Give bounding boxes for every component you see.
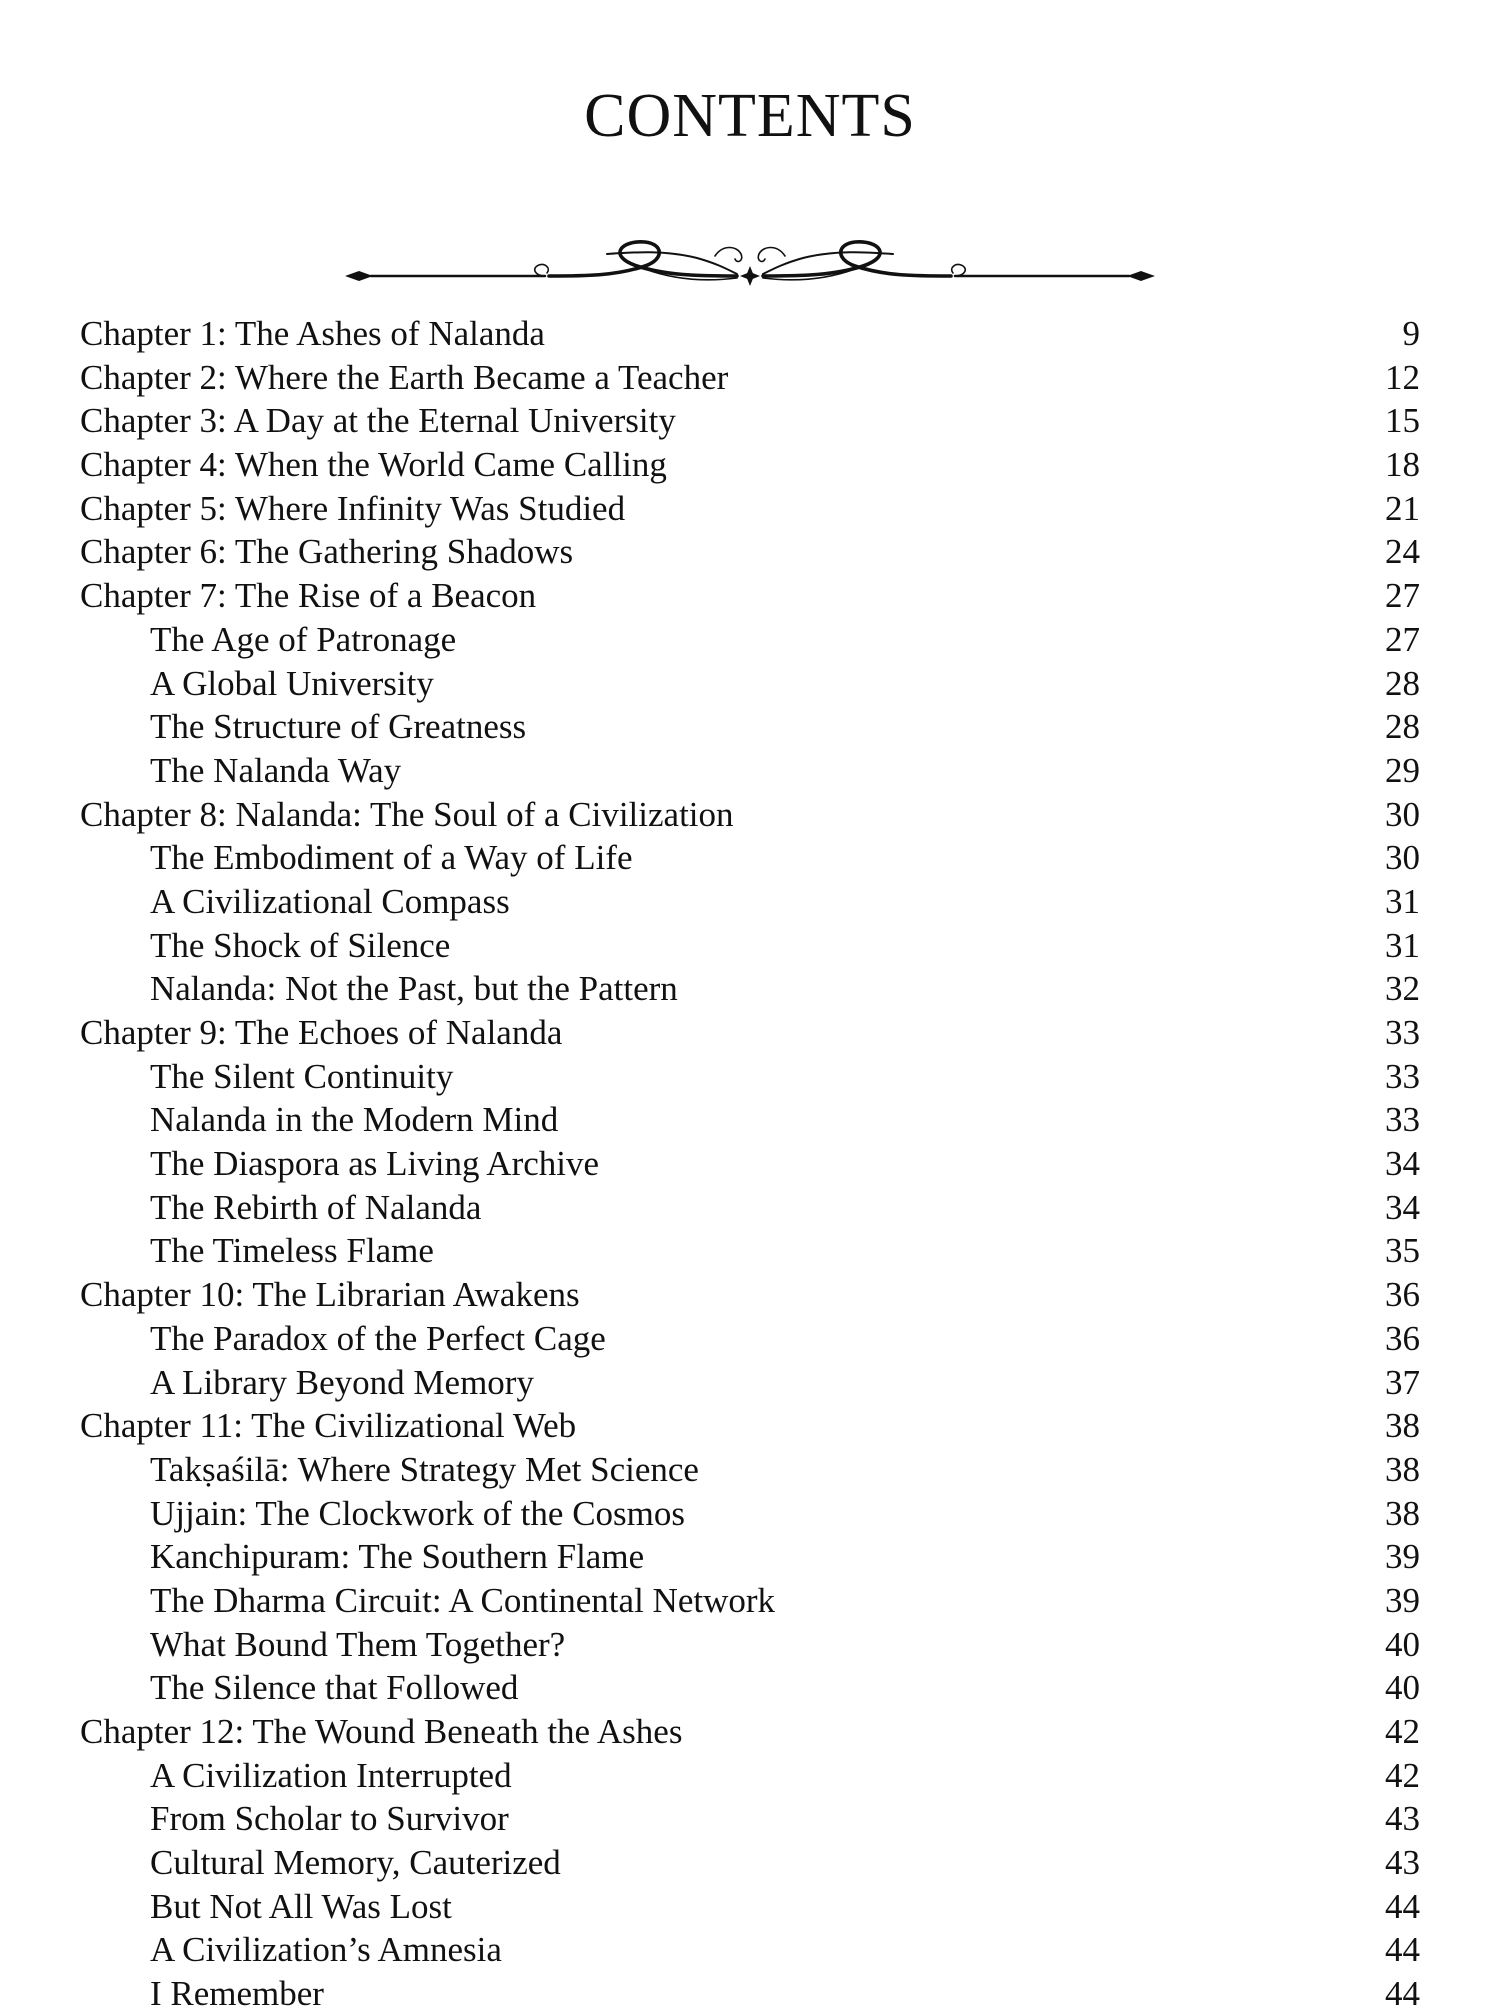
toc-section-entry[interactable] [80, 1928, 1420, 1972]
toc-entry-title: The Paradox of the Perfect Cage [150, 1318, 606, 1358]
toc-page-number: 28 [1385, 707, 1420, 747]
toc-entry-title: Chapter 5: Where Infinity Was Studied [80, 488, 626, 528]
toc-entry-title: A Civilization Interrupted [150, 1755, 512, 1795]
toc-page-number: 31 [1385, 881, 1420, 921]
toc-entry-title: The Silence that Followed [150, 1668, 519, 1708]
toc-page-number: 30 [1385, 794, 1420, 834]
toc-entry-title: The Dharma Circuit: A Continental Network [150, 1580, 776, 1620]
toc-chapter-entry[interactable] [80, 793, 1420, 837]
toc-chapter-entry[interactable] [80, 312, 1420, 356]
toc-page-number: 44 [1385, 1974, 1420, 2014]
toc-entry-title: The Timeless Flame [150, 1231, 434, 1271]
toc-page-number: 24 [1385, 532, 1420, 572]
page-title: CONTENTS [584, 82, 916, 150]
toc-section-entry[interactable] [80, 1361, 1420, 1405]
toc-chapter-entry[interactable] [80, 574, 1420, 618]
toc-section-entry[interactable] [80, 967, 1420, 1011]
toc-chapter-entry[interactable] [80, 1011, 1420, 1055]
toc-entry-title: A Global University [150, 663, 434, 703]
toc-page-number: 39 [1385, 1537, 1420, 1577]
toc-page-number: 43 [1385, 1843, 1420, 1883]
toc-page-number: 18 [1385, 445, 1420, 485]
toc-section-entry[interactable] [80, 1579, 1420, 1623]
toc-entry-title: Nalanda: Not the Past, but the Pattern [150, 969, 678, 1009]
toc-page-number: 36 [1385, 1275, 1420, 1315]
toc-entry-title: Chapter 3: A Day at the Eternal University [80, 401, 676, 441]
toc-entry-title: Nalanda in the Modern Mind [150, 1100, 559, 1140]
toc-page-number: 31 [1385, 925, 1420, 965]
toc-page-number: 35 [1385, 1231, 1420, 1271]
toc-page-number: 42 [1385, 1712, 1420, 1751]
toc-entry-title: The Age of Patronage [150, 619, 457, 659]
toc-entry-title: From Scholar to Survivor [150, 1799, 509, 1839]
toc-entry-title: Chapter 8: Nalanda: The Soul of a Civilization [80, 794, 734, 834]
toc-chapter-entry[interactable] [80, 1404, 1420, 1448]
toc-entry-title: Cultural Memory, Cauterized [150, 1843, 561, 1883]
toc-page-number: 30 [1385, 838, 1420, 878]
toc-entry-title: Chapter 10: The Librarian Awakens [80, 1275, 580, 1315]
toc-page-number: 15 [1385, 401, 1420, 441]
toc-section-entry[interactable] [80, 1186, 1420, 1230]
toc-entry-title: A Civilization’s Amnesia [150, 1930, 502, 1970]
toc-page-number: 39 [1385, 1580, 1420, 1620]
toc-section-entry[interactable] [80, 1797, 1420, 1841]
toc-entry-title: A Civilizational Compass [150, 881, 510, 921]
toc-section-entry[interactable] [80, 1535, 1420, 1579]
toc-page-number: 36 [1385, 1318, 1420, 1358]
toc-entry-title: Chapter 12: The Wound Beneath the Ashes [80, 1712, 683, 1751]
toc-entry-title: What Bound Them Together? [150, 1624, 566, 1664]
toc-entry-title: The Embodiment of a Way of Life [150, 838, 633, 878]
toc-page-number: 29 [1385, 750, 1420, 790]
toc-page-number: 34 [1385, 1187, 1420, 1227]
toc-section-entry[interactable] [80, 662, 1420, 706]
toc-entry-title: I Remember [150, 1974, 324, 2014]
toc-page-number: 42 [1385, 1755, 1420, 1795]
toc-entry-title: The Rebirth of Nalanda [150, 1187, 482, 1227]
toc-page-number: 9 [1402, 314, 1420, 353]
toc-entry-title: Chapter 1: The Ashes of Nalanda [80, 314, 545, 353]
toc-section-entry[interactable] [80, 749, 1420, 793]
toc-page-number: 33 [1385, 1056, 1420, 1096]
toc-page-number: 33 [1385, 1013, 1420, 1052]
toc-entry-title: Chapter 11: The Civilizational Web [80, 1406, 577, 1446]
toc-page-number: 27 [1385, 619, 1420, 659]
toc-section-entry[interactable] [80, 1229, 1420, 1273]
toc-chapter-entry[interactable] [80, 1710, 1420, 1754]
toc-page-number: 34 [1385, 1144, 1420, 1184]
toc-entry-title: But Not All Was Lost [150, 1886, 452, 1926]
toc-section-entry[interactable] [80, 1492, 1420, 1536]
flourish-divider-icon [345, 222, 1155, 294]
toc-section-entry[interactable] [80, 924, 1420, 968]
toc-entry-title: The Structure of Greatness [150, 707, 527, 747]
toc-section-entry[interactable] [80, 1754, 1420, 1798]
toc-page-number: 27 [1385, 576, 1420, 616]
toc-chapter-entry[interactable] [80, 399, 1420, 443]
toc-section-entry[interactable] [80, 618, 1420, 662]
toc-section-entry[interactable] [80, 1972, 1420, 2016]
toc-section-entry[interactable] [80, 1448, 1420, 1492]
toc-page-number: 40 [1385, 1668, 1420, 1708]
toc-page-number: 43 [1385, 1799, 1420, 1839]
toc-entry-title: Takṣaśilā: Where Strategy Met Science [150, 1449, 699, 1489]
toc-page-number: 38 [1385, 1449, 1420, 1489]
toc-page-number: 40 [1385, 1624, 1420, 1664]
toc-page-number: 21 [1385, 488, 1420, 528]
table-of-contents [80, 312, 1420, 2016]
toc-section-entry[interactable] [80, 880, 1420, 924]
toc-entry-title: Kanchipuram: The Southern Flame [150, 1537, 645, 1577]
toc-chapter-entry[interactable] [80, 443, 1420, 487]
toc-section-entry[interactable] [80, 1317, 1420, 1361]
toc-entry-title: Ujjain: The Clockwork of the Cosmos [150, 1493, 685, 1533]
toc-entry-title: Chapter 7: The Rise of a Beacon [80, 576, 537, 616]
toc-page-number: 44 [1385, 1886, 1420, 1926]
toc-section-entry[interactable] [80, 705, 1420, 749]
toc-page-number: 38 [1385, 1406, 1420, 1446]
toc-entry-title: Chapter 9: The Echoes of Nalanda [80, 1013, 563, 1052]
toc-page-number: 37 [1385, 1362, 1420, 1402]
toc-page-number: 33 [1385, 1100, 1420, 1140]
toc-section-entry[interactable] [80, 836, 1420, 880]
toc-entry-title: Chapter 2: Where the Earth Became a Teacher [80, 357, 729, 397]
toc-page-number: 32 [1385, 969, 1420, 1009]
toc-page-number: 28 [1385, 663, 1420, 703]
toc-chapter-entry[interactable] [80, 1273, 1420, 1317]
toc-section-entry[interactable] [80, 1623, 1420, 1667]
toc-entry-title: The Nalanda Way [150, 750, 402, 790]
toc-section-entry[interactable] [80, 1666, 1420, 1710]
toc-entry-title: The Diaspora as Living Archive [150, 1144, 600, 1184]
toc-page-number: 12 [1385, 357, 1420, 397]
toc-section-entry[interactable] [80, 1055, 1420, 1099]
toc-section-entry[interactable] [80, 1142, 1420, 1186]
toc-page-number: 44 [1385, 1930, 1420, 1970]
toc-section-entry[interactable] [80, 1098, 1420, 1142]
toc-section-entry[interactable] [80, 1841, 1420, 1885]
toc-entry-title: The Shock of Silence [150, 925, 451, 965]
toc-page-number: 38 [1385, 1493, 1420, 1533]
toc-entry-title: Chapter 6: The Gathering Shadows [80, 532, 574, 572]
toc-chapter-entry[interactable] [80, 356, 1420, 400]
toc-chapter-entry[interactable] [80, 487, 1420, 531]
toc-chapter-entry[interactable] [80, 530, 1420, 574]
toc-entry-title: A Library Beyond Memory [150, 1362, 534, 1402]
toc-entry-title: The Silent Continuity [150, 1056, 454, 1096]
toc-section-entry[interactable] [80, 1885, 1420, 1929]
toc-entry-title: Chapter 4: When the World Came Calling [80, 445, 667, 485]
